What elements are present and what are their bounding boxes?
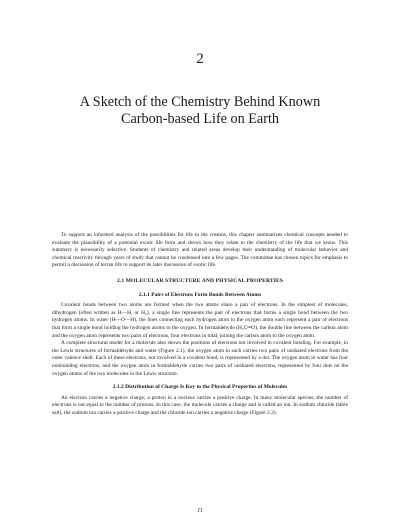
subsection-heading-2-1-2: 2.1.2 Distribution of Charge Is Key to the Physical Properties of Molecules [112,384,288,391]
intro-paragraph: To support an informed analysis of the possibilities for life in the cosmos, this chapter summarizes chemical concepts needed to evaluate the plausibility of a potential exotic life form and shows how they relate to the chemistry of the life that we know. This summary is necessarily selective. Students of chemistry and related areas develop their understanding of molecular behavior and chemical reactivity through years of study that cannot be condensed into a few pages. The committee has chosen topics for emphasis to permit a discussion of terran life to support its later discussion of exotic life. [52,232,348,269]
chapter-title [40,94,360,128]
paragraph-2-1-1-a: Covalent bonds between two atoms are formed when the two atoms share a pair of electrons. In the simplest of molecules, dihydrogen (often written as H—H, or H₂), a single line represents the pair of electrons that forms a single bond between the two hydrogen atoms. In water (H—O—H), the lines connecting each hydrogen atom to the oxygen atom each represent a pair of electrons that form a single bond holding the hydrogen atoms to the oxygen. In formaldehyde (H₂C═O), the double line between the carbon atom and the oxygen atom represents two pairs of electrons, four electrons in total, joining the carbon atom to the oxygen atom. [52,302,348,339]
paragraph-2-1-2-a: An electron carries a negative charge; a proton in a nucleus carries a positive charge. In many molecular species, the number of electrons is not equal to the number of protons. In this case, the molecule carries a charge and is called an ion. In sodium chloride (table salt), the sodium ion carries a positive charge and the chloride ion carries a negative charge (Figure 2.2). [52,394,348,416]
chapter-number: 2 [196,51,204,67]
chapter-title-line-1: A Sketch of the Chemistry Behind Known [79,94,321,110]
body-text [52,232,348,417]
page-number: 11 [197,508,203,514]
paragraph-2-1-1-b: A complete structural model for a molecule also shows the positions of electrons not involved in covalent bonding. For example, in the Lewis structures of formaldehyde and water (Figure 2.1), the oxygen atom in each carries two pairs of unshared electrons from the outer valence shell. Each of these electrons, not involved in a covalent bond, is represented by a dot. The oxygen atom in water has four nonbonding electrons, and the oxygen atom in formaldehyde carries two pairs of unshared electrons, represented by four dots on the oxygen atoms of the two molecules in the Lewis structure. [52,340,348,377]
chapter-title-line-2: Carbon-based Life on Earth [121,111,279,127]
subsection-heading-2-1-1: 2.1.1 Pairs of Electrons Form Bonds Between Atoms [138,291,262,298]
section-heading-2-1: 2.1 MOLECULAR STRUCTURE AND PHYSICAL PROPERTIES [116,277,284,284]
